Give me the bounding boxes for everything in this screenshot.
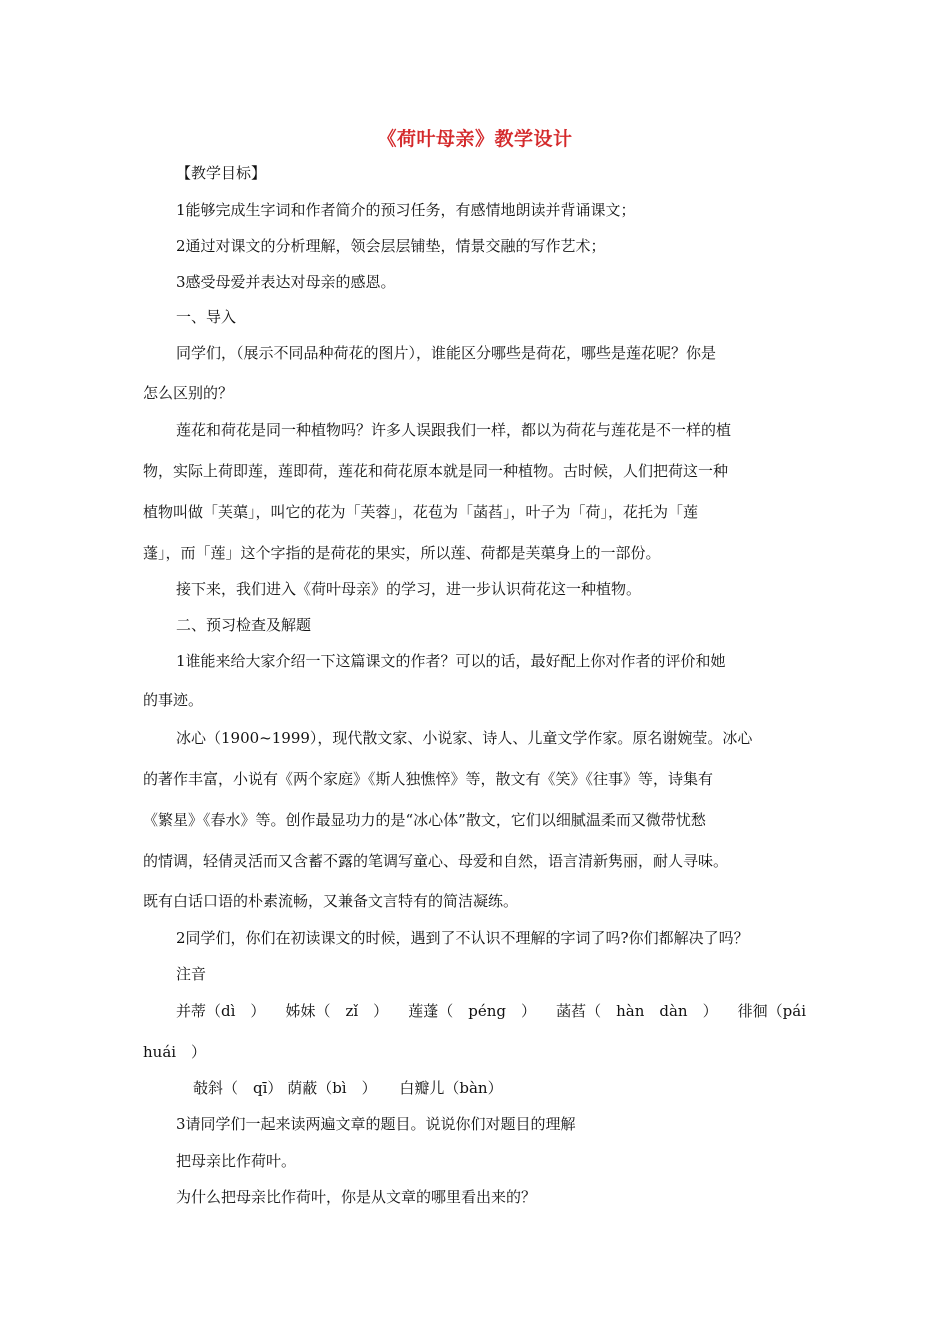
intro-paragraph-2-line-4: 蓬」，而「莲」这个字指的是荷花的果实，所以莲、荷都是芙蕖身上的一部份。 [143, 544, 661, 562]
pinyin-row-1 [176, 1001, 806, 1021]
author-paragraph-line-1: 冰心（1900~1999），现代散文家、小说家、诗人、儿童文学作家。原名谢婉莹。冰心 [176, 729, 753, 747]
intro-paragraph-2-line-3: 植物叫做「芙蕖」，叫它的花为「芙蓉」，花苞为「菡萏」，叶子为「荷」，花托为「莲 [143, 503, 699, 521]
intro-paragraph-2-line-2: 物，实际上荷即莲，莲即荷，莲花和荷花原本就是同一种植物。古时候，人们把荷这一种 [143, 462, 729, 480]
author-paragraph-line-4: 的情调，轻倩灵活而又含蓄不露的笔调写童心、母爱和自然，语言清新隽丽，耐人寻味。 [143, 852, 729, 870]
intro-paragraph-1-line-2: 怎么区别的？ [143, 384, 234, 402]
pinyin-item: 姊妹（ zǐ ） [285, 1002, 389, 1020]
objective-1: 1能够完成生字词和作者简介的预习任务，有感情地朗读并背诵课文； [176, 201, 636, 219]
question-2: 2同学们，你们在初读课文的时候，遇到了不认识不理解的字词了吗?你们都解决了吗？ [176, 929, 749, 947]
intro-paragraph-2-line-1: 莲花和荷花是同一种植物吗？许多人误跟我们一样，都以为荷花与莲花是不一样的植 [176, 421, 732, 439]
author-paragraph-line-3: 《繁星》《春水》等。创作最显功力的是“冰心体”散文，它们以细腻温柔而又微带忧愁 [143, 811, 706, 829]
pinyin-item: 徘徊（pái [737, 1002, 806, 1020]
pinyin-item: 并蒂（dì ） [176, 1002, 266, 1020]
section-1-heading: 一、导入 [176, 308, 237, 326]
pinyin-row-1-continued: huái ） [143, 1043, 207, 1061]
intro-paragraph-3: 接下来，我们进入《荷叶母亲》的学习，进一步认识荷花这一种植物。 [176, 580, 642, 598]
objective-3: 3感受母爱并表达对母亲的感恩。 [176, 273, 396, 291]
document-title: 《荷叶母亲》教学设计 [377, 128, 573, 150]
objectives-heading: 【教学目标】 [176, 164, 267, 182]
section-2-heading: 二、预习检查及解题 [176, 616, 312, 634]
pinyin-item: 荫蔽（bì ） [287, 1079, 377, 1097]
question-3-answer: 把母亲比作荷叶。 [176, 1152, 297, 1170]
question-1-line-1: 1谁能来给大家介绍一下这篇课文的作者？可以的话，最好配上你对作者的评价和她 [176, 652, 726, 670]
pinyin-item: 莲蓬（ péng ） [408, 1002, 537, 1020]
question-1-line-2: 的事迹。 [143, 691, 204, 709]
objective-2: 2通过对课文的分析理解，领会层层铺垫，情景交融的写作艺术； [176, 237, 606, 255]
author-paragraph-line-2: 的著作丰富，小说有《两个家庭》《斯人独憔悴》等，散文有《笑》《往事》等，诗集有 [143, 770, 714, 788]
question-4: 为什么把母亲比作荷叶，你是从文章的哪里看出来的？ [176, 1188, 537, 1206]
pinyin-row-2 [193, 1078, 503, 1098]
pinyin-item: 菡萏（ hàn dàn ） [556, 1002, 718, 1020]
pinyin-heading: 注音 [176, 965, 207, 983]
intro-paragraph-1-line-1: 同学们，（展示不同品种荷花的图片），谁能区分哪些是荷花，哪些是莲花呢？你是 [176, 344, 717, 362]
author-paragraph-line-5: 既有白话口语的朴素流畅，又兼备文言特有的简洁凝练。 [143, 892, 519, 910]
question-3: 3请同学们一起来读两遍文章的题目。说说你们对题目的理解 [176, 1115, 576, 1133]
pinyin-item: 白瓣儿（bàn） [399, 1079, 503, 1097]
pinyin-item: 攲斜（ qī） [193, 1079, 283, 1097]
